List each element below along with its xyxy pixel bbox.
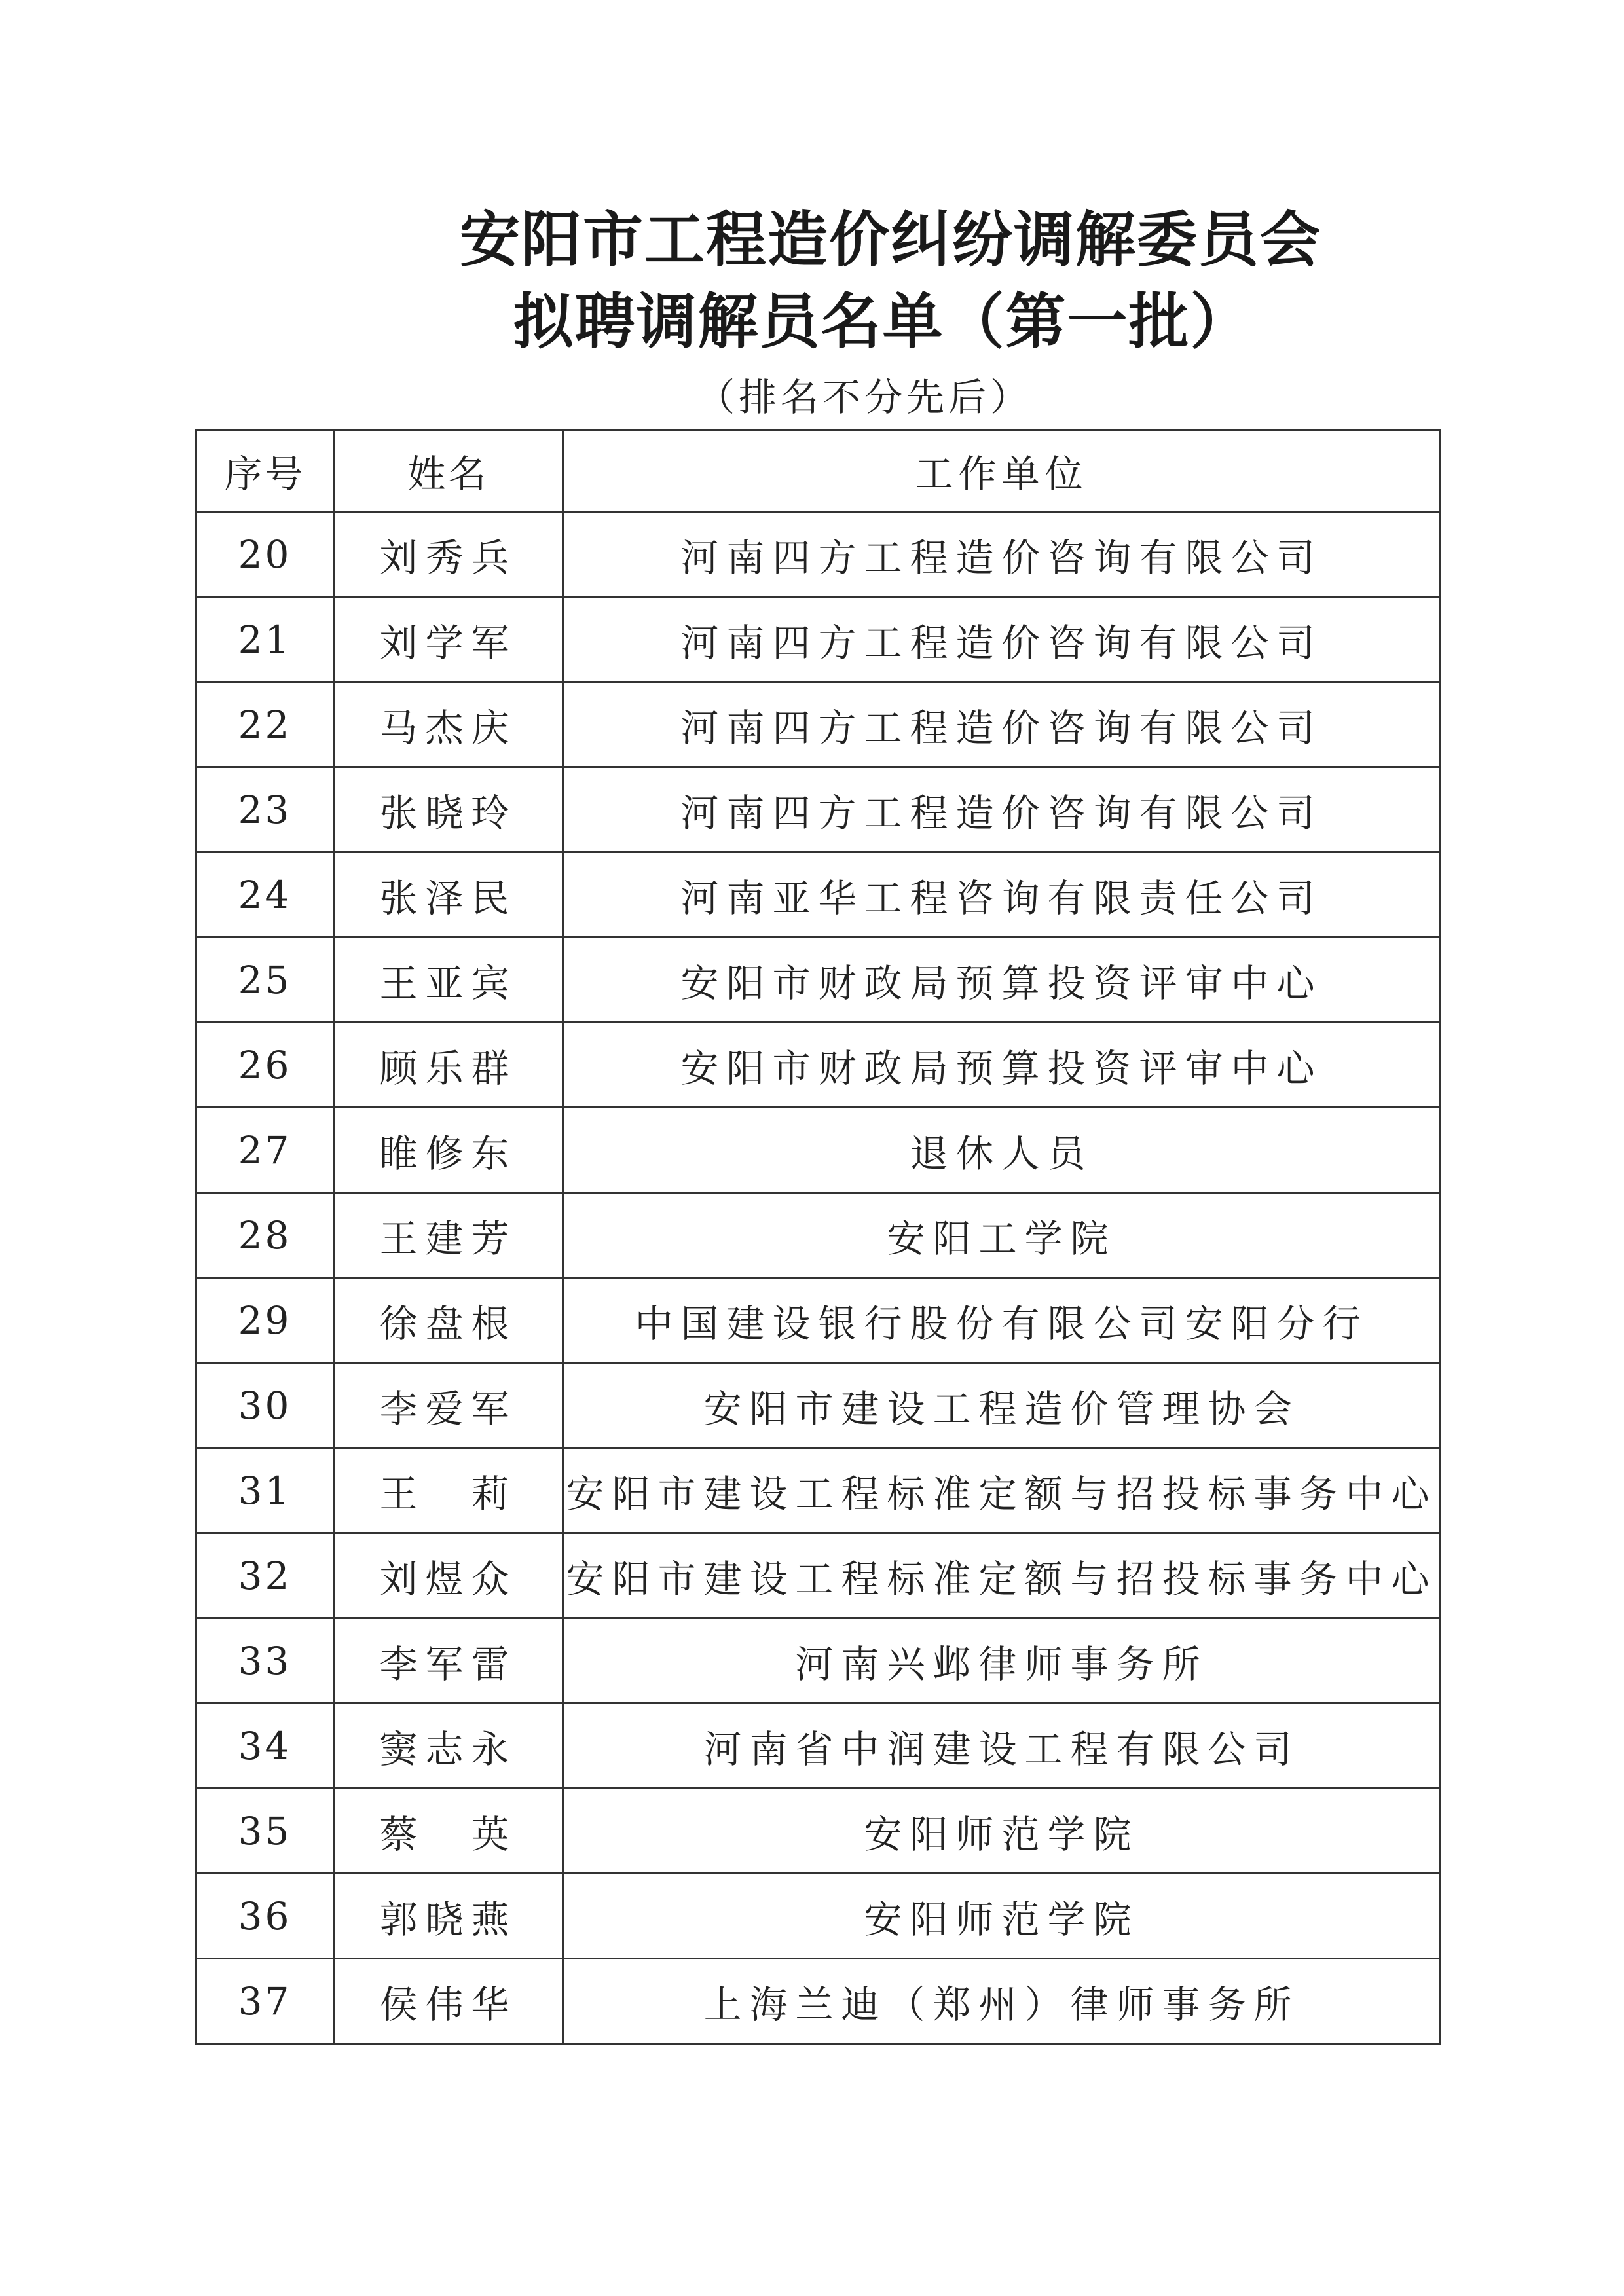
table-row	[196, 1448, 1441, 1533]
table-row	[196, 1193, 1441, 1278]
serial-number-cell: 28	[196, 1193, 334, 1278]
name-cell: 李军雷	[334, 1618, 563, 1704]
serial-number-cell: 36	[196, 1874, 334, 1959]
name-cell: 窦志永	[334, 1704, 563, 1789]
work-unit-cell: 河南省中润建设工程有限公司	[563, 1704, 1441, 1789]
document-title-line1: 安阳市工程造价纠纷调解委员会	[459, 204, 1321, 275]
serial-number-cell: 24	[196, 852, 334, 938]
work-unit-cell: 河南亚华工程咨询有限责任公司	[563, 852, 1441, 938]
work-unit-cell: 安阳师范学院	[563, 1874, 1441, 1959]
work-unit-cell: 安阳工学院	[563, 1193, 1441, 1278]
table-row	[196, 597, 1441, 682]
name-cell: 侯伟华	[334, 1959, 563, 2044]
serial-number-cell: 30	[196, 1363, 334, 1448]
serial-number-cell: 35	[196, 1789, 334, 1874]
name-cell: 刘秀兵	[334, 512, 563, 597]
work-unit-cell: 河南四方工程造价咨询有限公司	[563, 767, 1441, 852]
document-title-line2: 拟聘调解员名单（第一批）	[513, 286, 1252, 357]
mediator-roster-table	[195, 429, 1441, 2045]
table-row	[196, 852, 1441, 938]
serial-number-cell: 26	[196, 1023, 334, 1108]
work-unit-cell: 安阳市财政局预算投资评审中心	[563, 938, 1441, 1023]
table-row	[196, 1363, 1441, 1448]
header-serial-number: 序号	[196, 430, 334, 512]
serial-number-cell: 25	[196, 938, 334, 1023]
table-row	[196, 682, 1441, 767]
table-row	[196, 1874, 1441, 1959]
serial-number-cell: 33	[196, 1618, 334, 1704]
serial-number-cell: 37	[196, 1959, 334, 2044]
name-cell: 刘煜众	[334, 1533, 563, 1618]
work-unit-cell: 河南四方工程造价咨询有限公司	[563, 597, 1441, 682]
name-cell: 顾乐群	[334, 1023, 563, 1108]
document-subtitle: （排名不分先后）	[696, 375, 1032, 420]
serial-number-cell: 27	[196, 1108, 334, 1193]
name-cell: 李爱军	[334, 1363, 563, 1448]
work-unit-cell: 安阳师范学院	[563, 1789, 1441, 1874]
serial-number-cell: 31	[196, 1448, 334, 1533]
serial-number-cell: 34	[196, 1704, 334, 1789]
table-row	[196, 1533, 1441, 1618]
table-row	[196, 1789, 1441, 1874]
serial-number-cell: 23	[196, 767, 334, 852]
table-row	[196, 767, 1441, 852]
table-row	[196, 1108, 1441, 1193]
header-name: 姓名	[334, 430, 563, 512]
name-cell: 徐盘根	[334, 1278, 563, 1363]
table-row	[196, 1959, 1441, 2044]
table-row	[196, 1618, 1441, 1704]
work-unit-cell: 上海兰迪（郑州）律师事务所	[563, 1959, 1441, 2044]
name-cell: 张泽民	[334, 852, 563, 938]
work-unit-cell: 河南四方工程造价咨询有限公司	[563, 682, 1441, 767]
table-body	[196, 512, 1441, 2044]
name-cell: 蔡 英	[334, 1789, 563, 1874]
name-cell: 王 莉	[334, 1448, 563, 1533]
table-row	[196, 512, 1441, 597]
name-cell: 郭晓燕	[334, 1874, 563, 1959]
serial-number-cell: 20	[196, 512, 334, 597]
header-work-unit: 工作单位	[563, 430, 1441, 512]
work-unit-cell: 安阳市财政局预算投资评审中心	[563, 1023, 1441, 1108]
serial-number-cell: 21	[196, 597, 334, 682]
serial-number-cell: 22	[196, 682, 334, 767]
serial-number-cell: 29	[196, 1278, 334, 1363]
table-header-row	[196, 430, 1441, 512]
work-unit-cell: 安阳市建设工程造价管理协会	[563, 1363, 1441, 1448]
work-unit-cell: 安阳市建设工程标准定额与招投标事务中心	[563, 1533, 1441, 1618]
work-unit-cell: 河南兴邺律师事务所	[563, 1618, 1441, 1704]
name-cell: 睢修东	[334, 1108, 563, 1193]
table-row	[196, 1704, 1441, 1789]
table-row	[196, 1278, 1441, 1363]
name-cell: 张晓玲	[334, 767, 563, 852]
name-cell: 王亚宾	[334, 938, 563, 1023]
name-cell: 刘学军	[334, 597, 563, 682]
table-row	[196, 938, 1441, 1023]
name-cell: 马杰庆	[334, 682, 563, 767]
work-unit-cell: 河南四方工程造价咨询有限公司	[563, 512, 1441, 597]
work-unit-cell: 退休人员	[563, 1108, 1441, 1193]
work-unit-cell: 安阳市建设工程标准定额与招投标事务中心	[563, 1448, 1441, 1533]
work-unit-cell: 中国建设银行股份有限公司安阳分行	[563, 1278, 1441, 1363]
serial-number-cell: 32	[196, 1533, 334, 1618]
name-cell: 王建芳	[334, 1193, 563, 1278]
table-row	[196, 1023, 1441, 1108]
